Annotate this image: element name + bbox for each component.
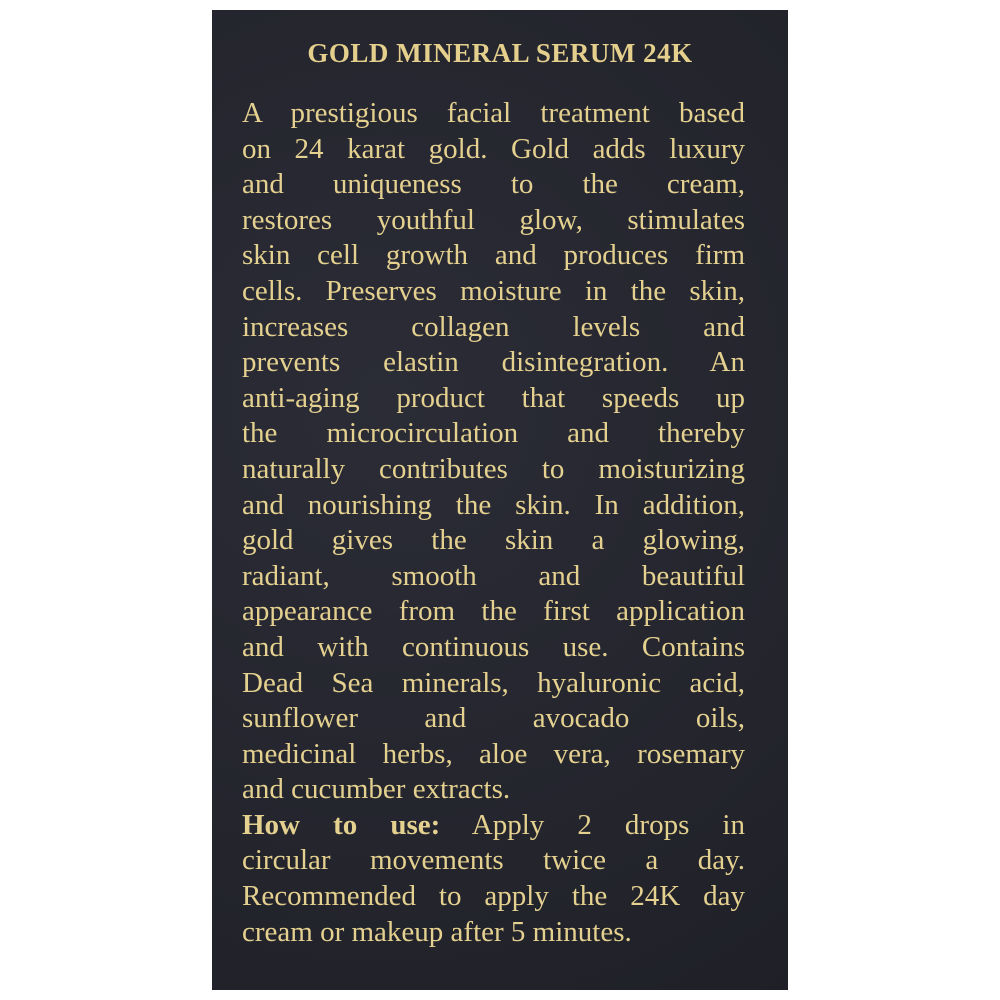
description-line: on 24 karat gold. Gold adds luxury xyxy=(242,132,745,165)
how-to-use-section xyxy=(242,808,745,950)
description-line: naturally contributes to moisturizing xyxy=(242,452,745,485)
description-line: appearance from the first application xyxy=(242,595,745,628)
how-to-use-first-line xyxy=(242,808,745,844)
how-to-use-line: cream or makeup after 5 minutes. xyxy=(242,915,632,948)
description-line: cells. Preserves moisture in the skin, xyxy=(242,274,745,307)
description-line: and nourishing the skin. In addition, xyxy=(242,488,745,521)
description-line: and cucumber extracts. xyxy=(242,773,511,806)
description-line: radiant, smooth and beautiful xyxy=(242,559,745,592)
how-to-use-first-text: Apply 2 drops in xyxy=(440,808,745,841)
description-line: the microcirculation and thereby xyxy=(242,417,745,450)
product-title: GOLD MINERAL SERUM 24K xyxy=(307,38,693,68)
description-line: A prestigious facial treatment based xyxy=(242,97,745,129)
description-line: gold gives the skin a glowing, xyxy=(242,524,745,557)
product-info-panel xyxy=(212,10,788,990)
description-line: prevents elastin disintegration. An xyxy=(242,346,745,379)
description-line: skin cell growth and produces firm xyxy=(242,239,745,272)
how-to-use-line: circular movements twice a day. xyxy=(242,844,745,877)
description-line: increases collagen levels and xyxy=(242,310,745,343)
description-line: and uniqueness to the cream, xyxy=(242,168,745,201)
description-line: medicinal herbs, aloe vera, rosemary xyxy=(242,737,745,770)
description-line: anti-aging product that speeds up xyxy=(242,381,745,414)
description-line: and with continuous use. Contains xyxy=(242,630,745,663)
how-to-use-label: How to use: xyxy=(242,808,441,841)
how-to-use-line: Recommended to apply the 24K day xyxy=(242,880,745,913)
product-description xyxy=(242,96,745,950)
description-line: restores youthful glow, stimulates xyxy=(242,203,745,236)
description-line: sunflower and avocado oils, xyxy=(242,702,745,735)
description-line: Dead Sea minerals, hyaluronic acid, xyxy=(242,666,745,699)
